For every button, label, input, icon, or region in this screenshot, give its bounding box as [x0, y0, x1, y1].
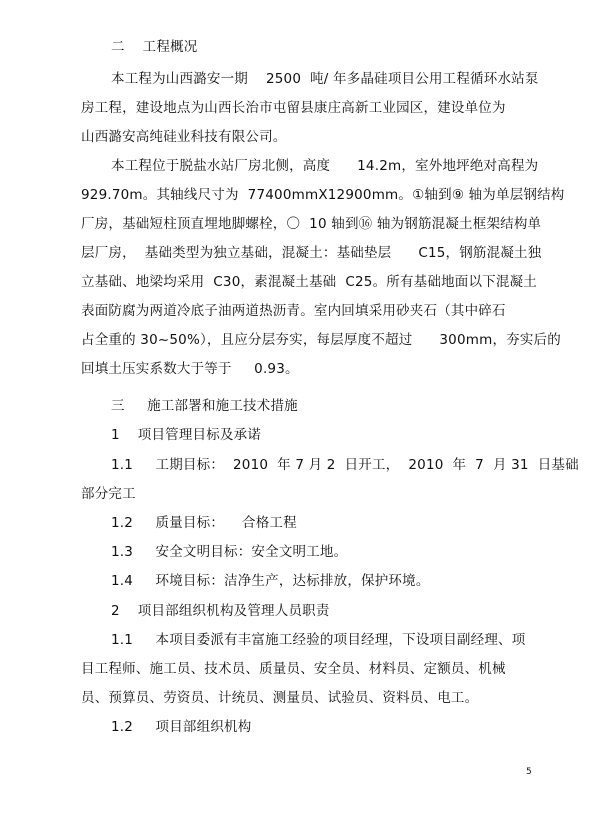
paragraph-line: 层厂房， 基础类型为独立基础，混凝土：基础垫层 C15，钢筋混凝土独 — [81, 245, 542, 261]
paragraph-line: 房工程，建设地点为山西长治市屯留县康庄高新工业园区，建设单位为 — [81, 100, 506, 116]
section-heading-overview: 二 工程概况 — [111, 39, 198, 55]
section-heading-deployment: 三 施工部署和施工技术措施 — [111, 398, 298, 414]
paragraph-line: 表面防腐为两道冷底子油两道热沥青。室内回填采用砂夹石（其中碎石 — [81, 303, 506, 319]
paragraph-line: 本工程位于脱盐水站厂房北侧，高度 14.2m，室外地坪绝对高程为 — [111, 158, 539, 174]
paragraph-line: 1.1 工期目标： 2010 年 7 月 2 日开工， 2010 年 7 月 31 日基础 — [111, 457, 579, 473]
page-number: 5 — [526, 767, 532, 777]
paragraph-line: 目工程师、施工员、技术员、质量员、安全员、材料员、定额员、机械 — [81, 661, 506, 677]
list-item: 1.3 安全文明目标：安全文明工地。 — [111, 544, 348, 560]
paragraph-line: 立基础、地梁均采用 C30，素混凝土基础 C25。所有基础地面以下混凝土 — [81, 274, 537, 290]
subsection-heading: 1 项目管理目标及承诺 — [111, 427, 262, 443]
paragraph-line: 部分完工 — [81, 486, 136, 502]
subsection-heading: 2 项目部组织机构及管理人员职责 — [111, 603, 330, 619]
paragraph-line: 厂房，基础短柱顶直埋地脚螺栓，〇 10 轴到⑯ 轴为钢筋混凝土框架结构单 — [81, 216, 542, 232]
paragraph-line: 占全重的 30~50%），且应分层夯实，每层厚度不超过 300mm，夯实后的 — [81, 332, 561, 348]
paragraph-line: 1.1 本项目委派有丰富施工经验的项目经理，下设项目副经理、项 — [111, 632, 526, 648]
paragraph-line: 回填土压实系数大于等于 0.93。 — [81, 361, 299, 377]
paragraph-line: 本工程为山西潞安一期 2500 吨/ 年多晶硅项目公用工程循环水站泵 — [111, 71, 539, 87]
list-item: 1.2 质量目标： 合格工程 — [111, 515, 297, 531]
list-item: 1.4 环境目标：洁净生产，达标排放，保护环境。 — [111, 573, 430, 589]
paragraph-line: 929.70m。其轴线尺寸为 77400mmX12900mm。①轴到⑨ 轴为单层钢结构 — [81, 187, 565, 203]
paragraph-line: 员、预算员、劳资员、计统员、测量员、试验员、资料员、电工。 — [81, 690, 479, 706]
list-item: 1.2 项目部组织机构 — [111, 719, 252, 735]
paragraph-line: 山西潞安高纯硅业科技有限公司。 — [81, 129, 287, 145]
